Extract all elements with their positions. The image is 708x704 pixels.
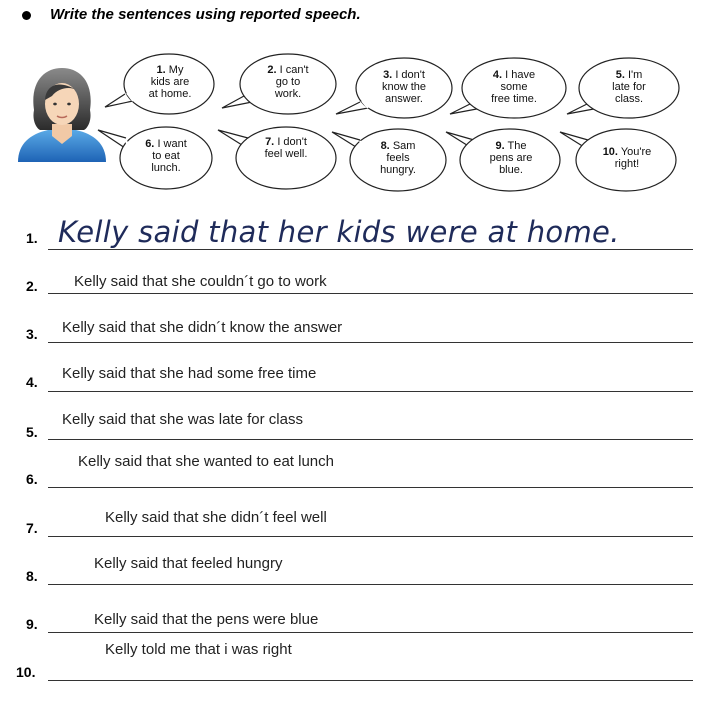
answer-line (48, 487, 693, 488)
speech-bubble-1: 1. My kids are at home. (103, 52, 215, 116)
speech-bubble-3: 3. I don't know the answer. (332, 56, 456, 120)
answer-field-3[interactable]: Kelly said that she didn´t know the answer (62, 319, 343, 336)
item-number: 7. (26, 520, 38, 536)
item-number: 8. (26, 568, 38, 584)
answer-field-4[interactable]: Kelly said that she had some free time (62, 365, 317, 382)
answer-line (48, 536, 693, 537)
speech-bubble-7: 7. I don't feel well. (216, 124, 340, 190)
item-number: 4. (26, 374, 38, 390)
speech-bubble-4: 4. I have some free time. (448, 56, 572, 120)
answer-line (48, 439, 693, 440)
answer-line (48, 584, 693, 585)
answer-line (48, 249, 693, 250)
speech-bubble-5: 5. I'm late for class. (565, 56, 685, 120)
speech-bubble-2: 2. I can't go to work. (220, 52, 338, 116)
answer-field-6[interactable]: Kelly said that she wanted to eat lunch (78, 453, 334, 470)
item-number: 1. (26, 230, 38, 246)
item-number: 2. (26, 278, 38, 294)
answer-line (48, 293, 693, 294)
answer-field-2[interactable]: Kelly said that she couldn´t go to work (74, 273, 327, 290)
bullet-icon (22, 11, 31, 20)
answer-field-7[interactable]: Kelly said that she didn´t feel well (105, 509, 327, 526)
item-number: 10. (16, 664, 36, 680)
item-number: 5. (26, 424, 38, 440)
answer-field-1[interactable]: Kelly said that her kids were at home. (58, 215, 620, 249)
speech-bubble-10: 10. You're right! (558, 126, 686, 192)
item-number: 6. (26, 471, 38, 487)
answer-field-8[interactable]: Kelly said that feeled hungry (94, 555, 283, 572)
instruction-heading: Write the sentences using reported speech. (50, 6, 361, 23)
speech-bubble-8: 8. Sam feels hungry. (330, 126, 454, 192)
item-number: 9. (26, 616, 38, 632)
speech-bubble-9: 9. The pens are blue. (444, 126, 568, 192)
answer-field-5[interactable]: Kelly said that she was late for class (62, 411, 303, 428)
answer-field-10[interactable]: Kelly told me that i was right (105, 641, 292, 658)
speech-bubble-6: 6. I want to eat lunch. (96, 124, 216, 190)
item-number: 3. (26, 326, 38, 342)
answer-line (48, 342, 693, 343)
answer-line (48, 632, 693, 633)
answer-line (48, 391, 693, 392)
answer-line (48, 680, 693, 681)
answer-field-9[interactable]: Kelly said that the pens were blue (94, 611, 319, 628)
